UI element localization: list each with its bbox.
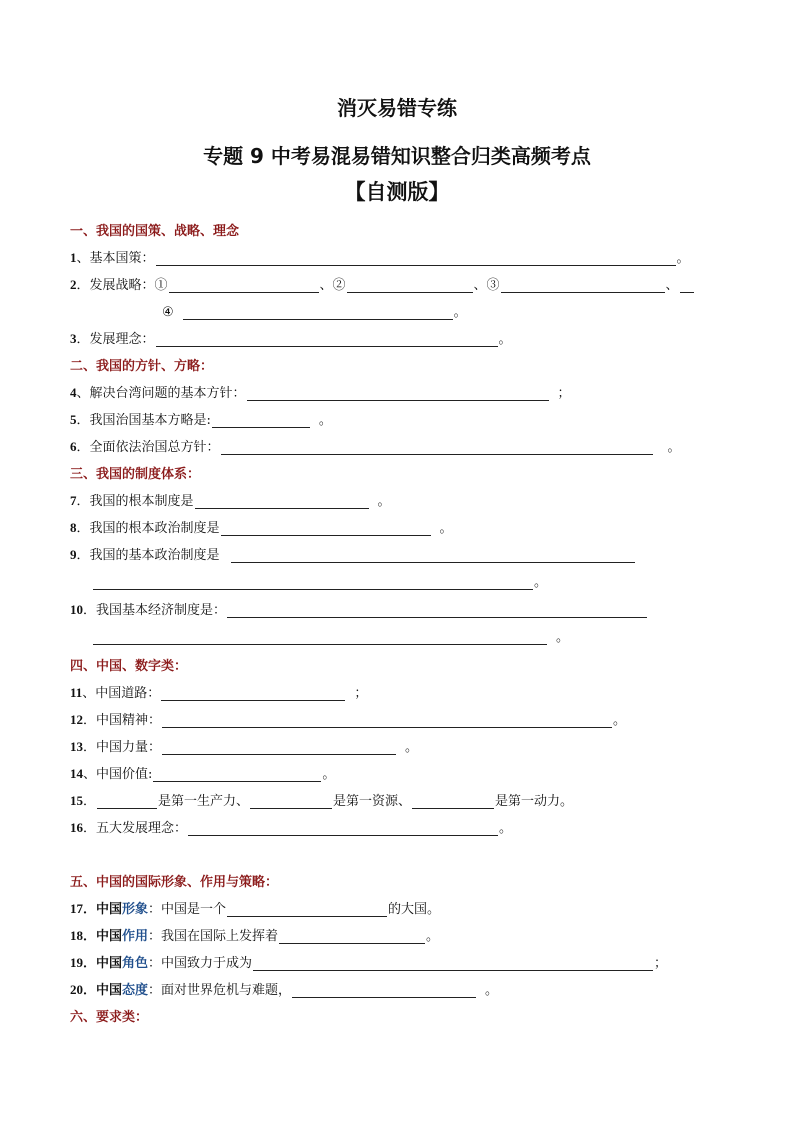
question-label: ④	[162, 305, 174, 320]
section-3-heading: 三、我国的制度体系：	[70, 467, 201, 482]
question-6	[70, 433, 681, 455]
question-number: 11	[70, 685, 83, 700]
punctuation: 。	[499, 821, 513, 836]
punctuation: 。	[485, 983, 499, 998]
punctuation: 。	[556, 630, 570, 645]
question-label: ．我国的基本政治制度是	[76, 548, 220, 563]
answer-blank[interactable]	[97, 794, 157, 809]
question-2	[70, 271, 695, 293]
question-10-continued	[92, 623, 569, 645]
question-7	[70, 487, 391, 509]
question-prefix: ．中国	[83, 956, 123, 971]
punctuation: ；	[354, 686, 368, 701]
question-16	[70, 814, 512, 836]
question-label: 是第一资源、	[333, 794, 412, 809]
section-heading	[70, 217, 239, 239]
section-1-heading: 一、我国的国策、战略、理念	[70, 224, 240, 239]
answer-blank[interactable]	[162, 713, 612, 728]
answer-blank[interactable]	[227, 603, 647, 618]
punctuation: ；	[557, 386, 571, 401]
answer-blank[interactable]	[279, 929, 425, 944]
question-15	[70, 787, 573, 809]
answer-blank[interactable]	[227, 902, 387, 917]
question-20	[70, 976, 498, 998]
punctuation: 。	[322, 767, 336, 782]
answer-blank[interactable]	[161, 686, 345, 701]
question-label: 是第一生产力、	[158, 794, 250, 809]
answer-blank[interactable]	[195, 494, 369, 509]
question-label: 的大国。	[388, 902, 441, 917]
question-label: ．发展理念：	[76, 332, 155, 347]
section-heading	[70, 460, 200, 482]
question-prefix: ．中国	[83, 929, 123, 944]
answer-blank[interactable]	[412, 794, 494, 809]
punctuation: 。	[453, 305, 467, 320]
punctuation: 。	[534, 575, 548, 590]
question-number: 14	[70, 766, 83, 781]
question-number: 15	[70, 793, 83, 808]
answer-blank[interactable]	[212, 413, 310, 428]
question-label: 、基本国策：	[76, 251, 155, 266]
question-number: 5	[70, 412, 77, 427]
separator: 、③	[473, 278, 500, 293]
question-number: 8	[70, 520, 77, 535]
answer-blank[interactable]	[247, 386, 549, 401]
question-label: ：中国是一个	[148, 902, 227, 917]
keyword: 态度	[122, 983, 149, 998]
page-subtitle: 专题 9 中考易混易错知识整合归类高频考点	[203, 144, 591, 168]
answer-blank[interactable]	[156, 332, 498, 347]
question-14	[70, 760, 335, 782]
answer-blank[interactable]	[183, 305, 453, 320]
question-9	[70, 541, 636, 563]
separator: 、②	[319, 278, 346, 293]
punctuation: 。	[405, 740, 419, 755]
question-label: ．我国的根本制度是	[76, 494, 194, 509]
question-18	[70, 922, 439, 944]
question-number: 20	[70, 982, 83, 997]
section-5-heading: 五、中国的国际形象、作用与策略：	[70, 875, 279, 890]
question-label: ：中国致力于成为	[148, 956, 253, 971]
question-prefix: ．中国	[83, 983, 123, 998]
keyword: 作用	[122, 929, 149, 944]
question-number: 1	[70, 250, 77, 265]
separator: 、	[665, 278, 679, 293]
question-5	[70, 406, 332, 428]
question-10	[70, 596, 648, 618]
question-number: 2	[70, 277, 77, 292]
answer-blank[interactable]	[250, 794, 332, 809]
question-3	[70, 325, 512, 347]
question-number: 6	[70, 439, 77, 454]
answer-blank[interactable]	[221, 521, 431, 536]
question-label: ．我国的根本政治制度是	[76, 521, 220, 536]
keyword: 形象	[122, 902, 149, 917]
question-prefix: ．中国	[83, 902, 123, 917]
answer-blank[interactable]	[153, 767, 321, 782]
section-heading	[70, 652, 187, 674]
question-label: ．中国精神：	[83, 713, 162, 728]
section-4-heading: 四、中国、数字类：	[70, 659, 188, 674]
answer-blank[interactable]	[680, 278, 694, 293]
question-label: ．	[83, 794, 97, 809]
question-number: 9	[70, 547, 77, 562]
answer-blank[interactable]	[93, 630, 547, 645]
question-13	[70, 733, 418, 755]
question-17	[70, 895, 440, 917]
page-title: 消灭易错专练	[337, 96, 457, 120]
answer-blank[interactable]	[188, 821, 498, 836]
question-number: 13	[70, 739, 83, 754]
version-label: 【自测版】	[344, 180, 450, 204]
question-number: 16	[70, 820, 83, 835]
question-label: ：面对世界危机与难题，	[148, 983, 292, 998]
answer-blank[interactable]	[501, 278, 665, 293]
question-label: ．全面依法治国总方针：	[76, 440, 220, 455]
question-number: 18	[70, 928, 83, 943]
question-number: 12	[70, 712, 83, 727]
answer-blank[interactable]	[253, 956, 653, 971]
question-number: 19	[70, 955, 83, 970]
question-19	[70, 949, 667, 971]
section-heading	[70, 868, 278, 890]
section-heading	[70, 352, 213, 374]
question-11	[70, 679, 367, 701]
question-number: 10	[70, 602, 83, 617]
answer-blank[interactable]	[221, 440, 653, 455]
question-4	[70, 379, 571, 401]
question-number: 7	[70, 493, 77, 508]
question-label: ．中国力量：	[83, 740, 162, 755]
question-label: 、中国价值:	[83, 767, 153, 782]
answer-blank[interactable]	[347, 278, 473, 293]
punctuation: 。	[498, 332, 512, 347]
answer-blank[interactable]	[169, 278, 319, 293]
punctuation: 。	[676, 251, 690, 266]
question-label: 、解决台湾问题的基本方针：	[76, 386, 246, 401]
question-8	[70, 514, 453, 536]
punctuation: 。	[667, 440, 681, 455]
question-label: ：我国在国际上发挥着	[148, 929, 279, 944]
keyword: 角色	[122, 956, 149, 971]
question-1	[70, 244, 690, 266]
punctuation: 。	[377, 494, 391, 509]
question-number: 17	[70, 901, 83, 916]
question-label: ．五大发展理念：	[83, 821, 188, 836]
section-2-heading: 二、我国的方针、方略：	[70, 359, 214, 374]
question-2-continued	[162, 298, 467, 320]
punctuation: 。	[439, 521, 453, 536]
question-label: ．我国治国基本方略是:	[76, 413, 211, 428]
question-number: 4	[70, 385, 77, 400]
question-label: ．我国基本经济制度是：	[83, 603, 227, 618]
question-number: 3	[70, 331, 77, 346]
answer-blank[interactable]	[162, 740, 396, 755]
question-9-continued	[92, 568, 547, 590]
section-6-heading: 六、要求类：	[70, 1010, 149, 1025]
question-12	[70, 706, 626, 728]
question-label: 是第一动力。	[495, 794, 574, 809]
answer-blank[interactable]	[156, 251, 676, 266]
question-label: ．发展战略：①	[76, 278, 168, 293]
answer-blank[interactable]	[93, 575, 533, 590]
punctuation: ；	[654, 956, 668, 971]
answer-blank[interactable]	[292, 983, 476, 998]
punctuation: 。	[318, 413, 332, 428]
punctuation: 。	[613, 713, 627, 728]
section-heading	[70, 1003, 148, 1025]
answer-blank[interactable]	[231, 548, 635, 563]
punctuation: 。	[426, 929, 440, 944]
question-label: 、中国道路：	[82, 686, 161, 701]
